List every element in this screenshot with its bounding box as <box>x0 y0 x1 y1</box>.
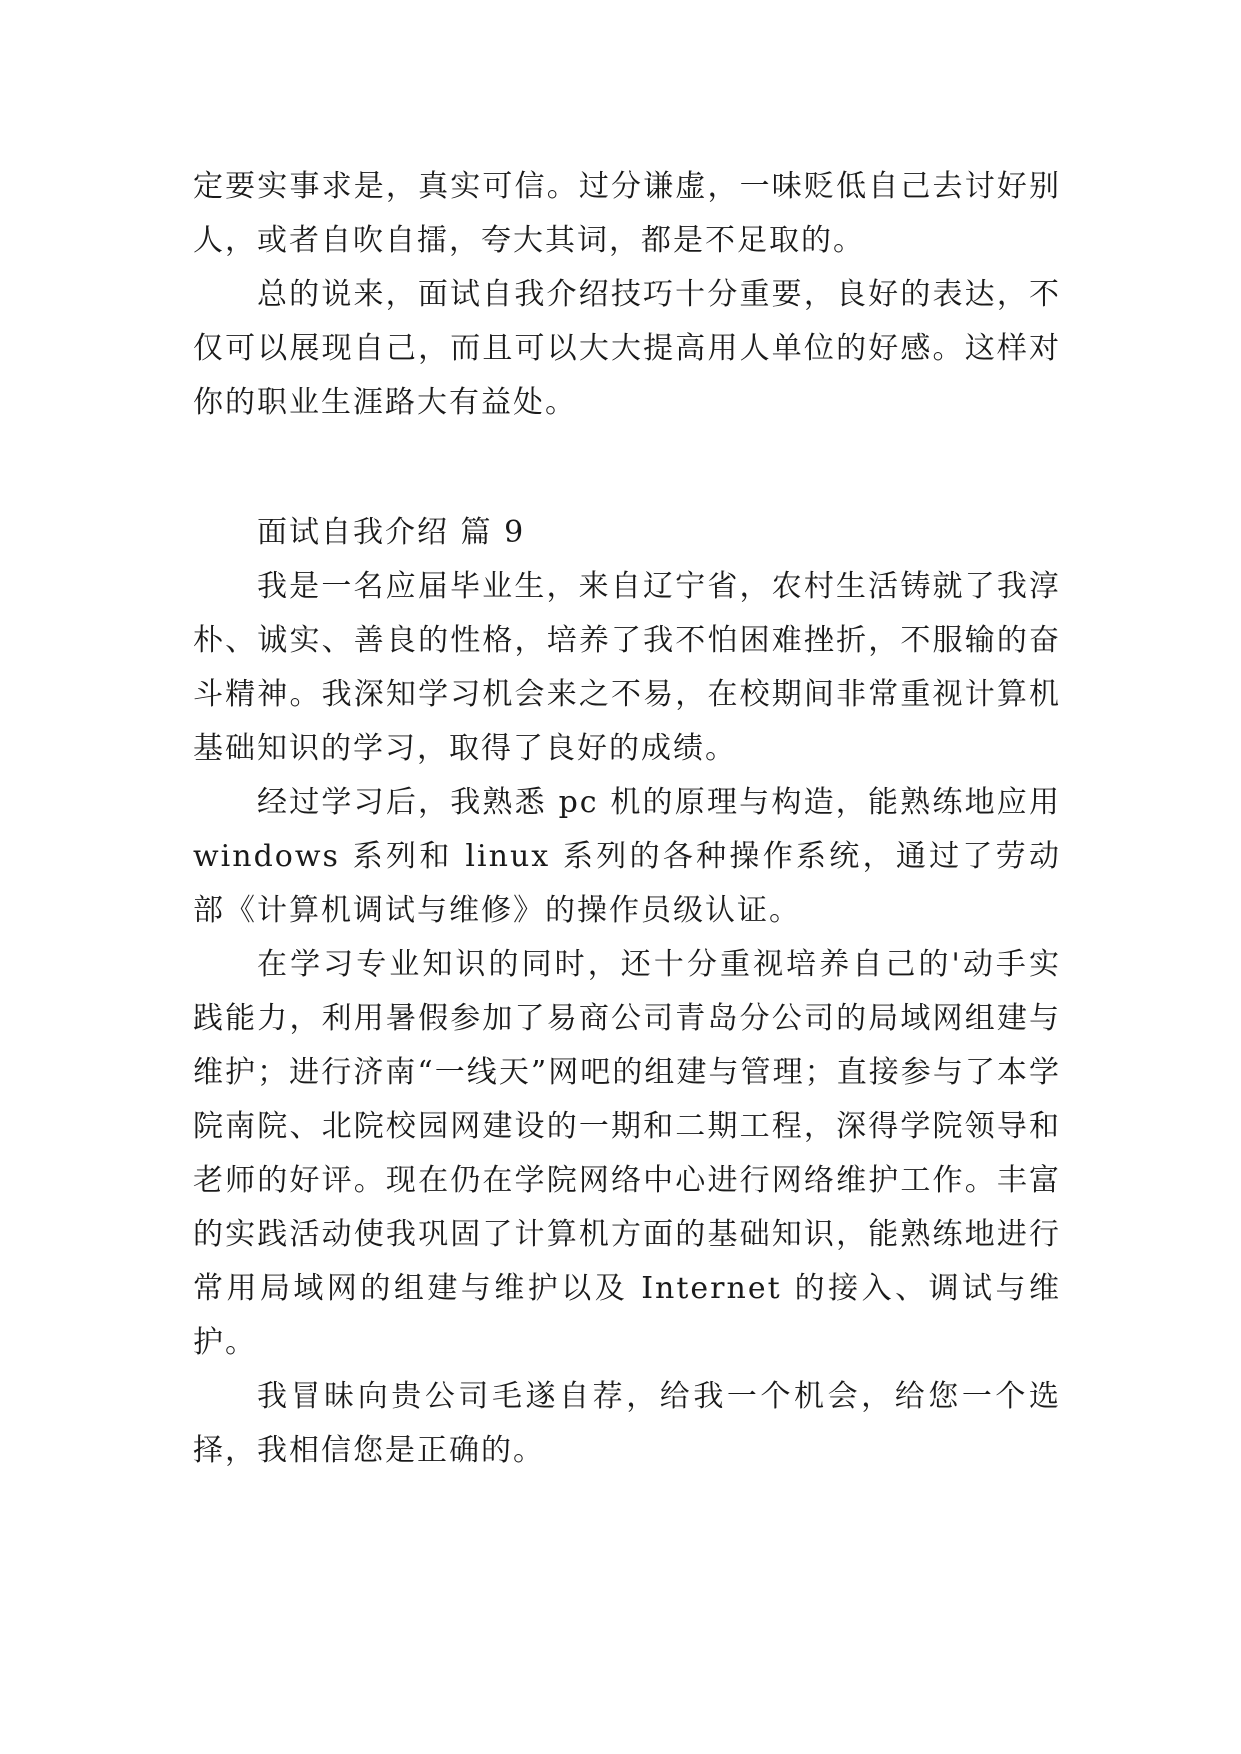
paragraph-background: 我是一名应届毕业生，来自辽宁省，农村生活铸就了我淳朴、诚实、善良的性格，培养了我不怕困难挫折，不服输的奋斗精神。我深知学习机会来之不易，在校期间非常重视计算机基础知识的学习，取得了良好的成绩。 <box>193 569 1061 766</box>
paragraph-closing: 我冒昧向贵公司毛遂自荐，给我一个机会，给您一个选择，我相信您是正确的。 <box>193 1379 1061 1468</box>
paragraph-practice: 在学习专业知识的同时，还十分重视培养自己的'动手实践能力，利用暑假参加了易商公司青岛分公司的局域网组建与维护；进行济南“一线天”网吧的组建与管理；直接参与了本学院南院、北院校园网建设的一期和二期工程，深得学院领导和老师的好评。现在仍在学院网络中心进行网络维护工作。丰富的实践活动使我巩固了计算机方面的基础知识，能熟练地进行常用局域网的组建与维护以及 Internet 的接入、调试与维护。 <box>193 947 1061 1360</box>
text-block-section-9 <box>193 506 1061 1478</box>
text-block-continuation <box>193 160 1061 430</box>
paragraph-summary: 总的说来，面试自我介绍技巧十分重要，良好的表达，不仅可以展现自己，而且可以大大提高用人单位的好感。这样对你的职业生涯路大有益处。 <box>193 277 1061 420</box>
paragraph-skills: 经过学习后，我熟悉 pc 机的原理与构造，能熟练地应用 windows 系列和 linux 系列的各种操作系统，通过了劳动部《计算机调试与维修》的操作员级认证。 <box>193 785 1061 928</box>
paragraph-continuation: 定要实事求是，真实可信。过分谦虚，一味贬低自己去讨好别人，或者自吹自擂，夸大其词，都是不足取的。 <box>193 169 1061 258</box>
section-heading: 面试自我介绍 篇 9 <box>257 515 526 550</box>
